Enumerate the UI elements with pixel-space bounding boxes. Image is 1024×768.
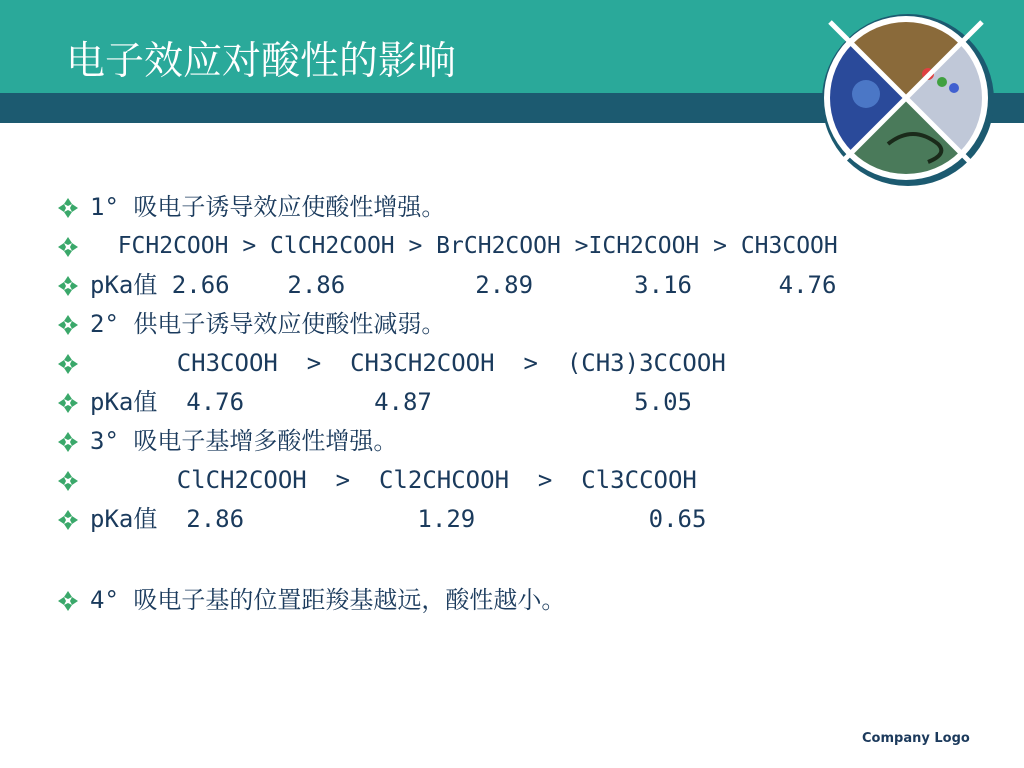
line-text: FCH2COOH > ClCH2COOH > BrCH2COOH >ICH2COOH > CH3COOH — [90, 233, 838, 259]
diamond-bullet-icon — [58, 510, 78, 530]
line-text: ClCH2COOH > Cl2CHCOOH > Cl3CCOOH — [90, 466, 697, 494]
medical-collage-logo-icon — [818, 14, 996, 186]
diamond-bullet-icon — [58, 198, 78, 218]
diamond-bullet-icon — [58, 276, 78, 296]
company-logo: Company Logo — [862, 731, 970, 746]
list-item — [58, 463, 697, 497]
line-text: 3° 吸电子基增多酸性增强。 — [90, 427, 398, 455]
line-text: 4° 吸电子基的位置距羧基越远，酸性越小。 — [90, 586, 566, 614]
list-item — [58, 268, 837, 302]
diamond-bullet-icon — [58, 471, 78, 491]
line-text: 2° 供电子诱导效应使酸性减弱。 — [90, 310, 446, 338]
list-item — [58, 385, 692, 419]
list-item — [58, 424, 398, 458]
list-item — [58, 190, 446, 224]
diamond-bullet-icon — [58, 237, 78, 257]
list-item — [58, 502, 707, 536]
line-text: CH3COOH > CH3CH2COOH > (CH3)3CCOOH — [90, 349, 726, 377]
diamond-bullet-icon — [58, 315, 78, 335]
diamond-bullet-icon — [58, 354, 78, 374]
diamond-bullet-icon — [58, 591, 78, 611]
diamond-bullet-icon — [58, 432, 78, 452]
diamond-bullet-icon — [58, 393, 78, 413]
list-item — [58, 229, 838, 263]
line-text: 1° 吸电子诱导效应使酸性增强。 — [90, 193, 446, 221]
list-item — [58, 583, 566, 617]
list-item — [58, 346, 726, 380]
slide-title: 电子效应对酸性的影响 — [66, 39, 457, 84]
line-text: pKa值 2.86 1.29 0.65 — [90, 505, 707, 533]
line-text: pKa值 2.66 2.86 2.89 3.16 4.76 — [90, 271, 837, 299]
line-text: pKa值 4.76 4.87 5.05 — [90, 388, 692, 416]
list-item — [58, 307, 446, 341]
